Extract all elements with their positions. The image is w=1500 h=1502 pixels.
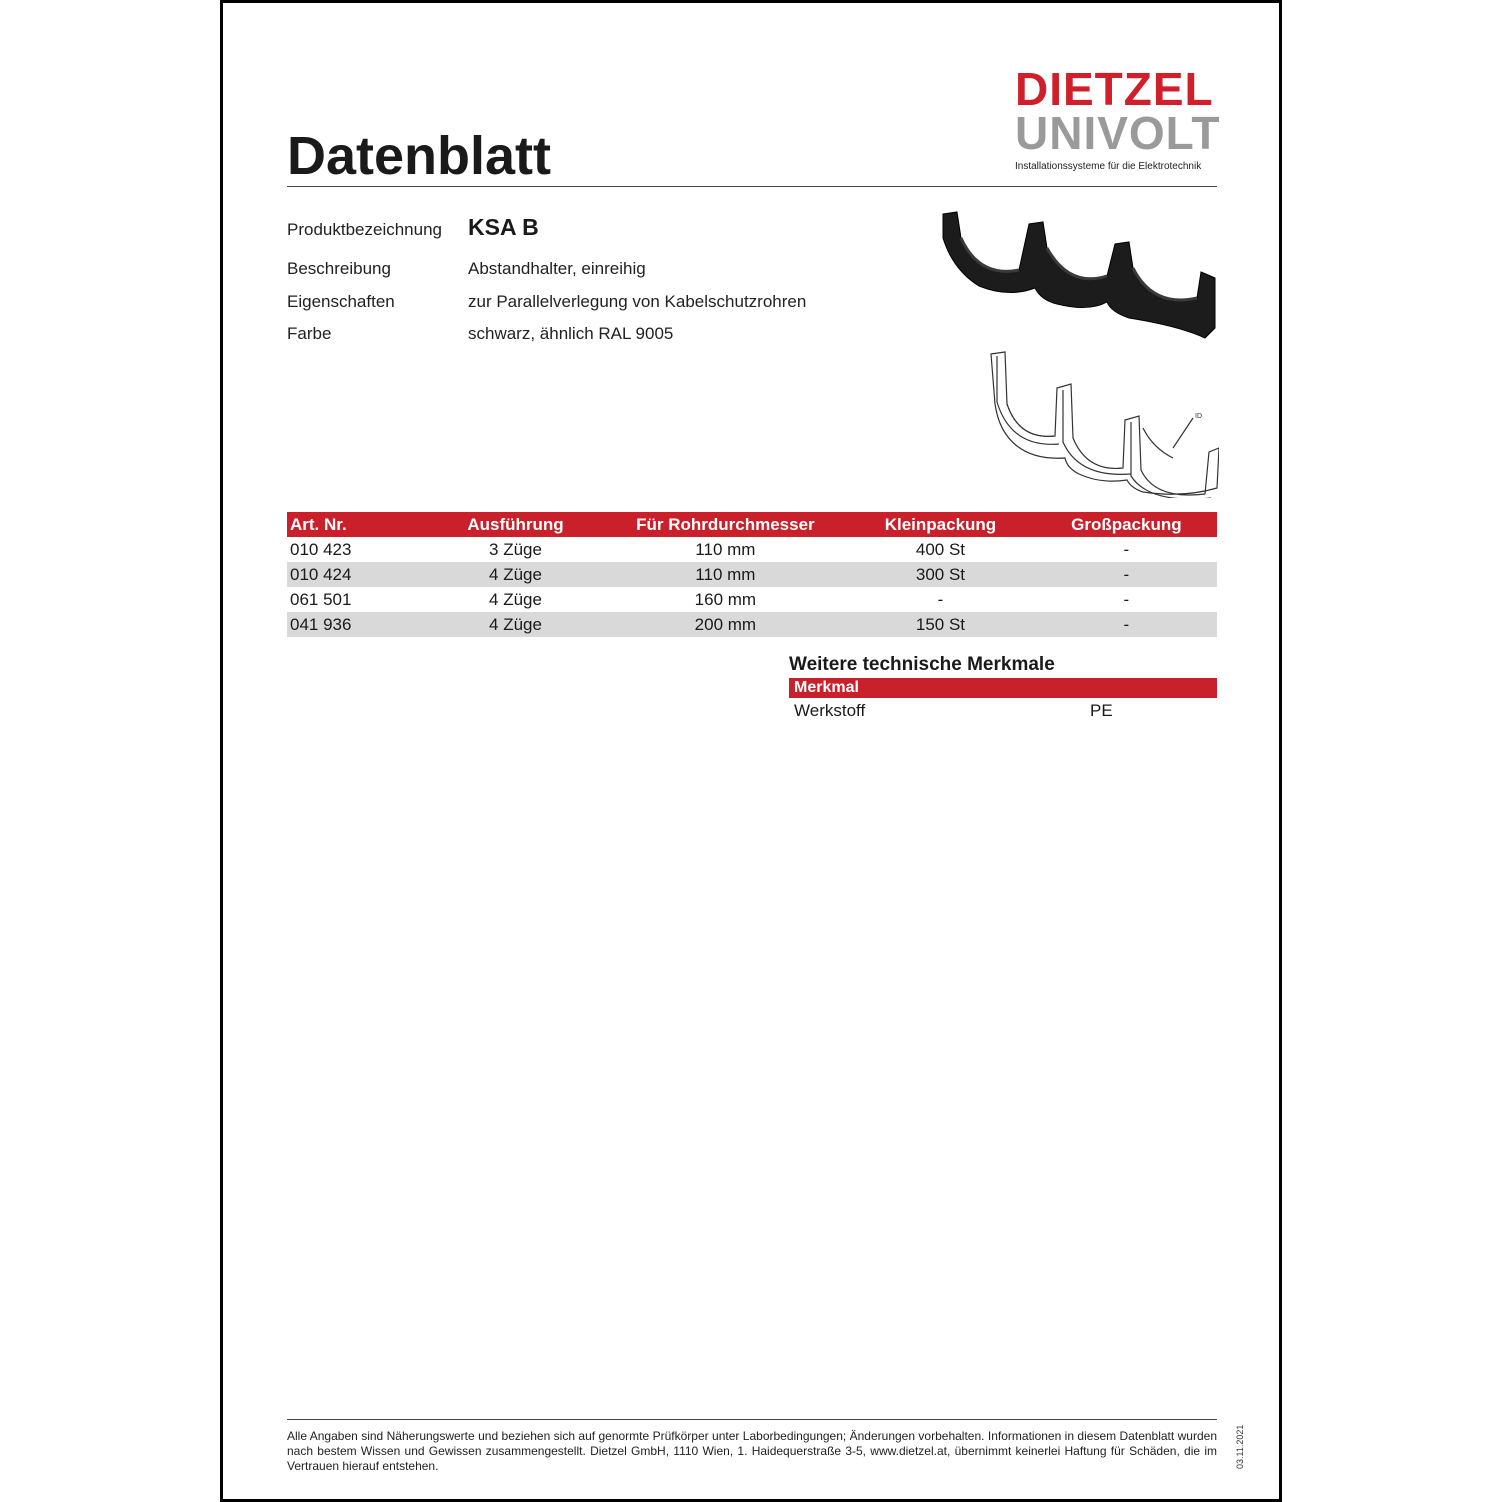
document-date: 03.11.2021 xyxy=(1235,1424,1245,1469)
col-art-nr: Art. Nr. xyxy=(287,512,425,537)
col-rohrdurchmesser: Für Rohrdurchmesser xyxy=(606,512,846,537)
footer-disclaimer: Alle Angaben sind Näherungswerte und beziehen sich auf genormte Prüfkörper unter Laborbedingungen; Änderungen vorbehalten. Informationen in diesem Datenblatt wurden nach bestem Wissen und Gewissen zusammengestellt. Dietzel GmbH, 1110 Wien, 1. Haidequerstraße 3-5, www.dietzel.at, übernimmt keinerlei Haftung für Schäden, die im Vertrauen hierauf entstehen. xyxy=(287,1429,1217,1473)
cell-ausfuehrung: 4 Züge xyxy=(425,562,605,587)
cell-kleinpackung: - xyxy=(937,589,944,609)
logo-line-dietzel: DIETZEL xyxy=(1015,63,1214,115)
tech-features-title: Weitere technische Merkmale xyxy=(789,654,1055,675)
tech-feature-key: Werkstoff xyxy=(794,701,866,720)
cell-grosspackung: - xyxy=(1123,539,1130,559)
table-row xyxy=(287,587,1217,612)
cell-kleinpackung: 150 St xyxy=(845,612,1036,637)
cell-ausfuehrung: 4 Züge xyxy=(489,589,542,609)
product-drawing xyxy=(983,348,1219,498)
cell-kleinpackung: 300 St xyxy=(845,562,1036,587)
page-title: Datenblatt xyxy=(287,126,552,186)
cell-rohrdurchmesser: 110 mm xyxy=(695,539,756,559)
cell-grosspackung: - xyxy=(1123,589,1130,609)
cell-rohrdurchmesser: 200 mm xyxy=(606,612,846,637)
cell-grosspackung: - xyxy=(1036,612,1217,637)
properties-value: zur Parallelverlegung von Kabelschutzrohren xyxy=(468,292,807,311)
col-grosspackung: Großpackung xyxy=(1036,512,1217,537)
cell-grosspackung: - xyxy=(1036,562,1217,587)
color-value: schwarz, ähnlich RAL 9005 xyxy=(468,324,674,343)
cell-ausfuehrung: 4 Züge xyxy=(425,612,605,637)
product-name-label: Produktbezeichnung xyxy=(287,220,443,239)
logo-tagline: Installationssysteme für die Elektrotechnik xyxy=(1015,161,1202,172)
company-logo xyxy=(1015,63,1221,172)
properties-label: Eigenschaften xyxy=(287,292,395,311)
drawing-id-label: ID xyxy=(1195,413,1202,420)
table-row xyxy=(287,612,1217,637)
col-kleinpackung: Kleinpackung xyxy=(845,512,1036,537)
cell-art-nr: 010 424 xyxy=(287,562,425,587)
description-label: Beschreibung xyxy=(287,259,391,278)
table-row xyxy=(287,537,1217,562)
col-ausfuehrung: Ausführung xyxy=(425,512,605,537)
title-divider xyxy=(287,186,1217,187)
description-value: Abstandhalter, einreihig xyxy=(468,259,646,278)
product-name-value: KSA B xyxy=(468,214,539,240)
datasheet-page xyxy=(220,0,1282,1502)
cell-rohrdurchmesser: 160 mm xyxy=(694,589,757,609)
tech-feature-value: PE xyxy=(1090,701,1113,720)
cell-art-nr: 010 423 xyxy=(290,539,352,559)
cell-art-nr: 061 501 xyxy=(290,589,352,609)
color-label: Farbe xyxy=(287,324,332,343)
cell-art-nr: 041 936 xyxy=(287,612,425,637)
article-table-header xyxy=(287,512,1217,537)
article-table xyxy=(287,512,1217,637)
logo-line-univolt: UNIVOLT xyxy=(1015,107,1221,159)
cell-ausfuehrung: 3 Züge xyxy=(489,539,542,559)
footer-divider xyxy=(287,1419,1217,1420)
product-photo xyxy=(939,208,1219,343)
table-row xyxy=(287,562,1217,587)
cell-kleinpackung: 400 St xyxy=(915,539,966,559)
tech-features-header: Merkmal xyxy=(789,678,1217,698)
cell-rohrdurchmesser: 110 mm xyxy=(606,562,846,587)
